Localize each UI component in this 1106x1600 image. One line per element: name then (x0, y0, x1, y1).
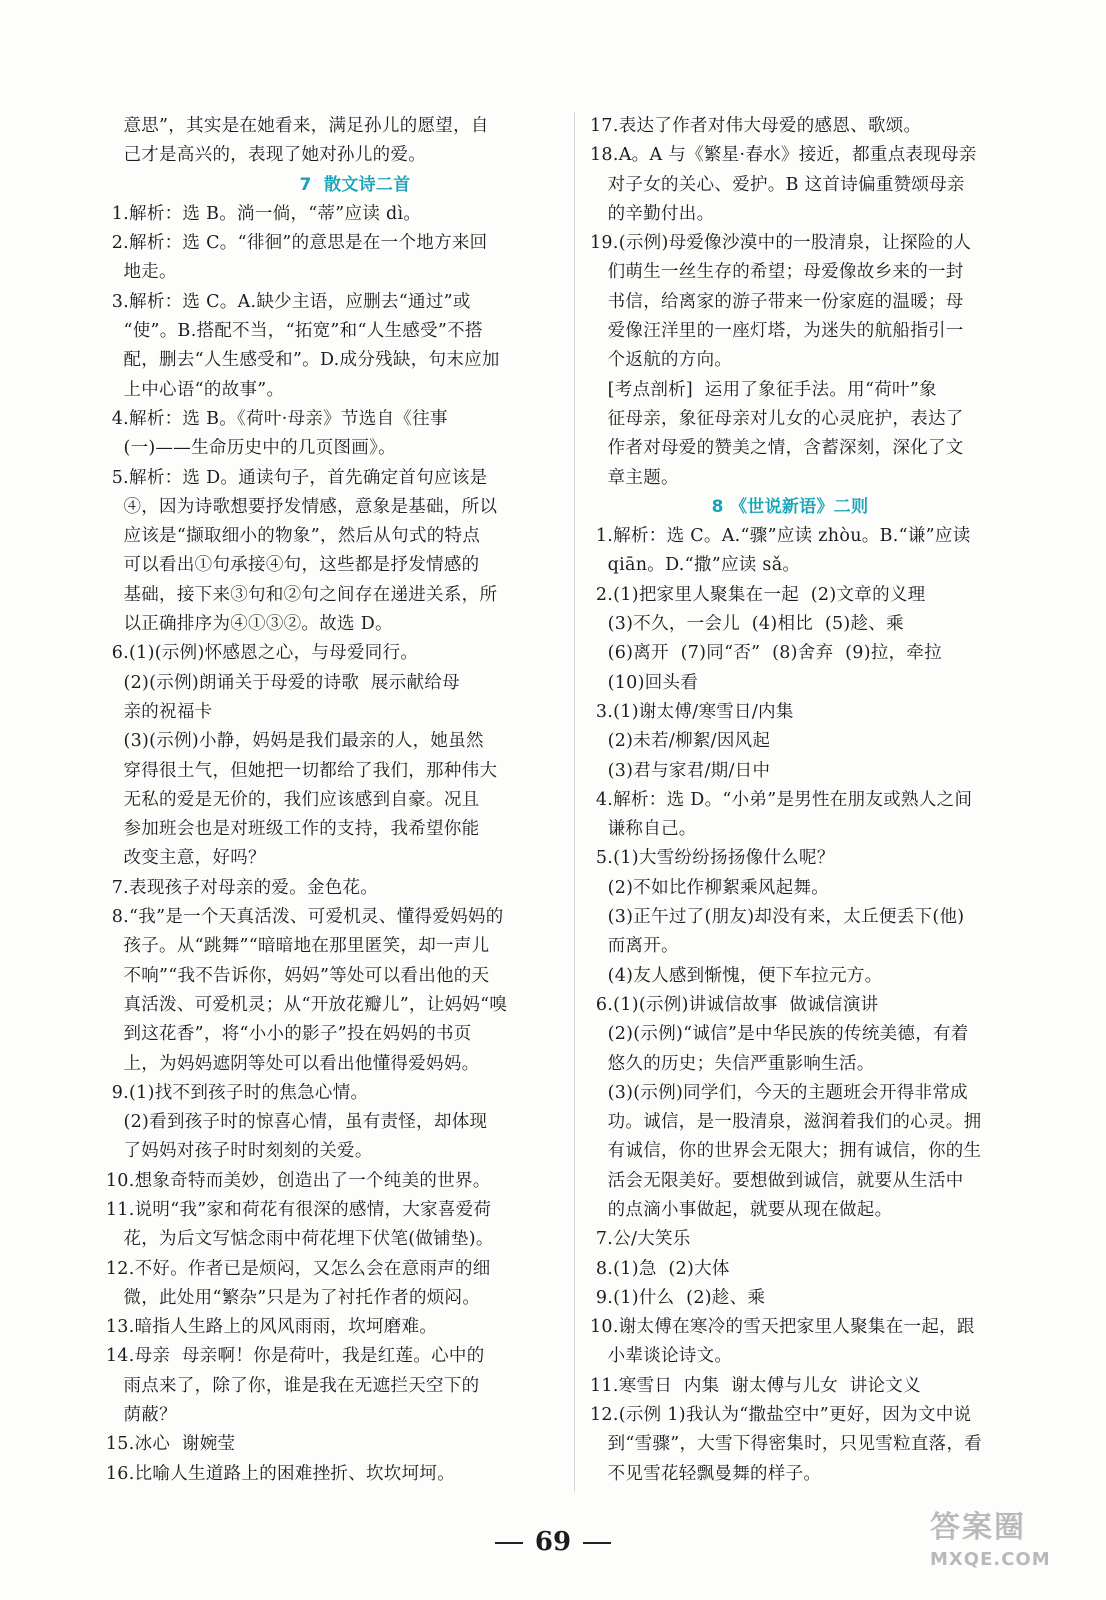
answer-line: 上，为妈妈遮阴等处可以看出他懂得爱妈妈。 (100, 1053, 480, 1074)
answer-line: “使”。B.搭配不当，“拓宽”和“人生感受”不搭 (100, 321, 483, 342)
answer-line: 11.寒雪日 内集 谢太傅与儿女 讲论文义 (590, 1375, 921, 1396)
answer-line: 7.公/大笑乐 (590, 1229, 691, 1250)
answer-line: 6.(1)(示例)讲诚信故事 做诚信演讲 (590, 994, 879, 1015)
answer-line: 13.暗指人生路上的风风雨雨，坎坷磨难。 (100, 1317, 438, 1338)
answer-line: 不见雪花轻飘曼舞的样子。 (590, 1463, 822, 1484)
answer-line: 到这花香”，将“小小的影子”投在妈妈的书页 (100, 1024, 472, 1045)
answer-line: 上中心语“的故事”。 (100, 379, 285, 400)
section-heading: 8 《世说新语》二则 (711, 496, 869, 517)
answer-line: 真活泼、可爱机灵；从“开放花瓣儿”，让妈妈“嗅 (100, 994, 508, 1015)
answer-line: 9.(1)什么 (2)趁、乘 (590, 1287, 766, 1308)
answer-line: (2)不如比作柳絮乘风起舞。 (590, 877, 830, 898)
answer-line: 10.谢太傅在寒冷的雪天把家里人聚集在一起，跟 (590, 1317, 975, 1338)
answer-line: 荫蔽？ (100, 1405, 177, 1426)
answer-line: (3)不久，一会儿 (4)相比 (5)趁、乘 (590, 614, 904, 635)
answer-line: (2)(示例)朗诵关于母爱的诗歌 展示献给母 (100, 672, 460, 693)
answer-line: 作者对母爱的赞美之情，含蓄深刻，深化了文 (590, 438, 964, 459)
answer-line: (一)——生命历史中的几页图画》。 (100, 438, 396, 459)
answer-line: (3)正午过了(朋友)却没有来，太丘便丢下(他) (590, 907, 965, 928)
answer-line: 对子女的关心、爱护。B 这首诗偏重赞颂母亲 (590, 174, 965, 195)
answer-line: 配，删去“人生感受和”。D.成分残缺，句末应加 (100, 350, 500, 371)
answer-line: 们萌生一丝生存的希望；母爱像故乡来的一封 (590, 262, 964, 283)
answer-line: 应该是“撷取细小的物象”，然后从句式的特点 (100, 526, 481, 547)
answer-line: 4.解析：选 B。《荷叶·母亲》节选自《往事 (100, 408, 448, 429)
answer-line: 1.解析：选 C。A.“骤”应读 zhòu。B.“谦”应读 (590, 526, 971, 547)
answer-line: (3)(示例)小静，妈妈是我们最亲的人，她虽然 (100, 731, 484, 752)
right-column (590, 112, 1030, 1489)
answer-line: 7.表现孩子对母亲的爱。金色花。 (100, 877, 379, 898)
column-divider (574, 112, 575, 1492)
answer-line: 小辈谈论诗文。 (590, 1346, 733, 1367)
answer-line: 参加班会也是对班级工作的支持，我希望你能 (100, 819, 480, 840)
answer-line: 亲的祝福卡 (100, 701, 213, 722)
answer-line: 4.解析：选 D。“小弟”是男性在朋友或熟人之间 (590, 789, 973, 810)
answer-line: 可以看出①句承接④句，这些都是抒发情感的 (100, 555, 480, 576)
answer-line: 爱像汪洋里的一座灯塔，为迷失的航船指引一 (590, 321, 964, 342)
answer-line: 5.(1)大雪纷纷扬扬像什么呢？ (590, 848, 835, 869)
answer-line: 8.“我”是一个天真活泼、可爱机灵、懂得爱妈妈的 (100, 907, 504, 928)
answer-line: 1.解析：选 B。淌一倘，“蒂”应读 dì。 (100, 203, 422, 224)
answer-line: [考点剖析] 运用了象征手法。用“荷叶”象 (590, 379, 937, 400)
answer-line: 12.(示例 1)我认为“撒盐空中”更好，因为文中说 (590, 1405, 972, 1426)
answer-line: 3.解析：选 C。A.缺少主语，应删去“通过”或 (100, 291, 471, 312)
answer-line: 的点滴小事做起，就要从现在做起。 (590, 1199, 893, 1220)
answer-line: (4)友人感到惭愧，便下车拉元方。 (590, 965, 883, 986)
watermark (930, 1508, 1080, 1588)
answer-line: 而离开。 (590, 936, 679, 957)
page-number-text: 69 (534, 1527, 572, 1557)
page-number-dash-left (495, 1542, 523, 1544)
answer-line: 章主题。 (590, 467, 679, 488)
answer-line: 18.A。A 与《繁星·春水》接近，都重点表现母亲 (590, 145, 977, 166)
answer-line: (2)(示例)“诚信”是中华民族的传统美德，有着 (590, 1024, 969, 1045)
answer-line: (6)离开 (7)同“否” (8)舍弃 (9)拉，牵拉 (590, 643, 943, 664)
answer-line: 雨点来了，除了你，谁是我在无遮拦天空下的 (100, 1375, 480, 1396)
answer-line: 19.(示例)母爱像沙漠中的一股清泉，让探险的人 (590, 233, 972, 254)
answer-line: 意思”，其实是在她看来，满足孙儿的愿望，自 (100, 116, 489, 136)
answer-line: 地走。 (100, 262, 177, 283)
answer-line: 个返航的方向。 (590, 350, 733, 371)
answer-line: 到“雪骤”，大雪下得密集时，只见雪粒直落，看 (590, 1434, 983, 1455)
answer-line: (3)(示例)同学们，今天的主题班会开得非常成 (590, 1082, 968, 1103)
answer-line: 征母亲，象征母亲对儿女的心灵庇护，表达了 (590, 408, 964, 429)
answer-line: 了妈妈对孩子时时刻刻的关爱。 (100, 1141, 373, 1162)
answer-line: 花，为后文写惦念雨中荷花埋下伏笔(做铺垫)。 (100, 1229, 494, 1250)
answer-line: 2.解析：选 C。“徘徊”的意思是在一个地方来回 (100, 233, 488, 254)
answer-line: 孩子。从“跳舞”“暗暗地在那里匿笑，却一声儿 (100, 936, 490, 957)
answer-line: 6.(1)(示例)怀感恩之心，与母爱同行。 (100, 643, 419, 664)
answer-line: 改变主意，好吗？ (100, 848, 266, 869)
answer-line: 10.想象奇特而美妙，创造出了一个纯美的世界。 (100, 1170, 491, 1191)
answer-line: 12.不好。作者已是烦闷，又怎么会在意雨声的细 (100, 1258, 491, 1279)
answer-line: 谦称自己。 (590, 819, 697, 840)
answer-line: 不响”“我不告诉你，妈妈”等处可以看出他的天 (100, 965, 490, 986)
watermark-logo: 答案圈 (930, 1510, 1026, 1545)
answer-line: 11.说明“我”家和荷花有很深的感情，大家喜爱荷 (100, 1199, 492, 1220)
answer-line: 功。诚信，是一股清泉，滋润着我们的心灵。拥 (590, 1112, 982, 1133)
answer-line: 悠久的历史；失信严重影响生活。 (590, 1053, 875, 1074)
answer-line: 有诚信，你的世界会无限大；拥有诚信，你的生 (590, 1141, 982, 1162)
left-column (100, 112, 550, 1489)
section-heading: 7 散文诗二首 (299, 174, 411, 195)
answer-line: 活会无限美好。要想做到诚信，就要从生活中 (590, 1170, 964, 1191)
answer-line: ④，因为诗歌想要抒发情感，意象是基础，所以 (100, 496, 498, 517)
answer-line: 16.比喻人生道路上的困难挫折、坎坎坷坷。 (100, 1463, 456, 1484)
answer-line: 9.(1)找不到孩子时的焦急心情。 (100, 1082, 369, 1103)
answer-line: 17.表达了作者对伟大母爱的感恩、歌颂。 (590, 116, 922, 136)
answer-line: 的辛勤付出。 (590, 203, 715, 224)
answer-line: (10)回头看 (590, 672, 699, 693)
answer-line: 己才是高兴的，表现了她对孙儿的爱。 (100, 145, 427, 166)
answer-line: 2.(1)把家里人聚集在一起 (2)文章的义理 (590, 584, 926, 605)
answer-line: 5.解析：选 D。通读句子，首先确定首句应该是 (100, 467, 488, 488)
answer-line: 14.母亲 母亲啊！你是荷叶，我是红莲。心中的 (100, 1346, 485, 1367)
answer-line: 穿得很土气，但她把一切都给了我们，那种伟大 (100, 760, 498, 781)
page-number-dash-right (583, 1542, 611, 1544)
answer-line: 微，此处用“繁杂”只是为了衬托作者的烦闷。 (100, 1287, 481, 1308)
answer-line: 8.(1)急 (2)大体 (590, 1258, 730, 1279)
answer-line: 书信，给离家的游子带来一份家庭的温暖；母 (590, 291, 964, 312)
answer-line: 基础，接下来③句和②句之间存在递进关系，所 (100, 584, 498, 605)
answer-line: qiān。D.“撒”应读 sǎ。 (590, 555, 801, 576)
answer-line: (2)看到孩子时的惊喜心情，虽有责怪，却体现 (100, 1112, 488, 1133)
answer-line: (3)君与家君/期/日中 (590, 760, 771, 781)
watermark-url: MXQE.COM (930, 1549, 1051, 1570)
answer-line: 无私的爱是无价的，我们应该感到自豪。况且 (100, 789, 480, 810)
answer-line: 15.冰心 谢婉莹 (100, 1434, 236, 1455)
answer-line: 3.(1)谢太傅/寒雪日/内集 (590, 701, 794, 722)
answer-line: (2)未若/柳絮/因风起 (590, 731, 771, 752)
answer-line: 以正确排序为④①③②。故选 D。 (100, 614, 393, 635)
